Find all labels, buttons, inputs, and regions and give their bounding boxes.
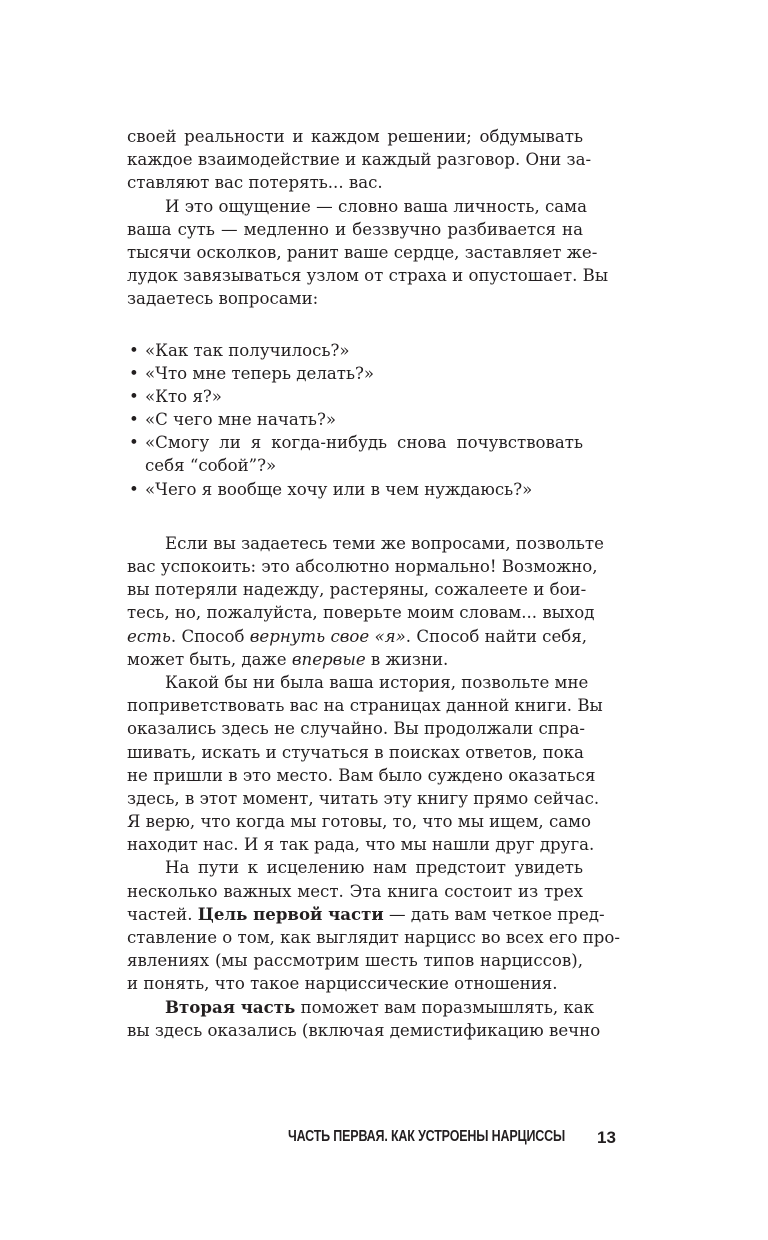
text-segment: может быть, даже [127, 649, 292, 669]
text-line [127, 694, 603, 717]
text-line [127, 601, 595, 624]
italic-text: вернуть свое «я» [249, 626, 406, 646]
text-segment: тысячи осколков, ранит ваше сердце, заставляет же- [127, 242, 598, 262]
text-segment: здесь, в этот момент, читать эту книгу прямо сейчас. [127, 788, 600, 808]
text-line [127, 195, 587, 218]
text-segment: «Как так получилось?» [145, 340, 350, 360]
text-segment: находит нас. И я так рада, что мы нашли друг друга. [127, 835, 595, 855]
bold-text: Цель первой части [197, 903, 384, 924]
text-segment: шивать, искать и стучаться в поисках ответов, пока [127, 742, 584, 762]
bullet-icon: • [129, 340, 139, 360]
text-line [127, 833, 595, 856]
bullet-item-line [127, 408, 583, 431]
text-line [127, 264, 609, 287]
text-segment: На пути к исцелению нам предстоит увидеть [165, 858, 583, 878]
text-line [127, 741, 583, 764]
text-line [127, 787, 600, 810]
bullet-item-line [127, 385, 583, 408]
text-line [127, 903, 605, 926]
text-line [127, 1019, 601, 1042]
text-line [127, 926, 620, 949]
text-segment: вас успокоить: это абсолютно нормально! Возможно, [127, 557, 598, 576]
text-segment: ваша суть — медленно и беззвучно разбивается на [127, 219, 583, 239]
text-line [127, 856, 583, 879]
bullet-icon: • [129, 479, 139, 499]
text-line [127, 555, 598, 578]
text-line [127, 532, 604, 555]
text-segment: поможет вам поразмышлять, как [295, 997, 595, 1017]
text-line [127, 241, 598, 264]
running-head: ЧАСТЬ ПЕРВАЯ. КАК УСТРОЕНЫ НАРЦИССЫ [288, 1128, 566, 1145]
text-segment: И это ощущение — словно ваша личность, сама [165, 196, 587, 216]
bullet-item-line [127, 339, 583, 362]
text-line [127, 880, 583, 903]
text-segment: ставление о том, как выглядит нарцисс во всех его про- [127, 928, 620, 947]
text-segment: ставляют вас потерять... вас. [127, 173, 383, 193]
bullet-icon: • [129, 386, 139, 406]
text-line [127, 764, 596, 787]
text-segment: своей реальности и каждом решении; обдумывать [127, 127, 583, 146]
text-line [127, 287, 583, 310]
text-segment: каждое взаимодействие и каждый разговор. Они за- [127, 150, 592, 170]
text-segment: «Смогу ли я когда-нибудь снова почувствовать [145, 433, 583, 453]
bullet-icon: • [129, 410, 139, 430]
page-number: 13 [597, 1128, 616, 1147]
text-segment: явлениях (мы рассмотрим шесть типов нарциссов), [127, 951, 583, 971]
text-segment: тесь, но, пожалуйста, поверьте моим словам... выход [127, 603, 595, 623]
text-segment: Я верю, что когда мы готовы, то, что мы ищем, само [127, 812, 592, 832]
text-segment: . Способ [170, 626, 250, 646]
bold-text: Вторая часть [165, 996, 296, 1017]
text-segment: несколько важных мест. Эта книга состоит из трех [127, 881, 583, 901]
text-line [127, 148, 592, 171]
text-line [127, 717, 583, 740]
text-segment: поприветствовать вас на страницах данной книги. Вы [127, 696, 603, 716]
text-segment: «Что мне теперь делать?» [145, 363, 375, 383]
bullet-item-line [127, 362, 583, 385]
text-segment: «Чего я вообще хочу или в чем нуждаюсь?» [145, 479, 533, 499]
text-segment: — дать вам четкое пред- [383, 904, 605, 924]
text-segment: себя “собой”?» [145, 456, 277, 476]
text-line [127, 996, 595, 1019]
text-line [127, 454, 583, 477]
text-segment: и понять, что такое нарциссические отношения. [127, 974, 558, 994]
text-line [127, 171, 583, 194]
text-line [127, 972, 583, 995]
bullet-icon: • [129, 433, 139, 453]
italic-text: впервые [291, 649, 366, 669]
text-line [127, 218, 583, 241]
bullet-item-line [127, 478, 583, 501]
bullet-icon: • [129, 363, 139, 383]
text-line [127, 810, 592, 833]
text-line [127, 625, 587, 648]
italic-text: есть [127, 626, 171, 646]
text-segment: Какой бы ни была ваша история, позвольте мне [165, 672, 589, 692]
text-line [127, 125, 583, 148]
text-segment: . Способ найти себя, [405, 626, 587, 646]
text-line [127, 949, 583, 972]
text-segment: оказались здесь не случайно. Вы продолжали спра- [127, 719, 585, 739]
text-line [127, 648, 583, 671]
text-segment: «С чего мне начать?» [145, 410, 337, 430]
text-line [127, 671, 589, 694]
body-text [127, 125, 620, 1042]
text-segment: вы здесь оказались (включая демистификацию вечно [127, 1020, 601, 1040]
text-segment: лудок завязываться узлом от страха и опустошает. Вы [127, 266, 609, 286]
text-segment: не пришли в это место. Вам было суждено оказаться [127, 765, 596, 785]
text-segment: задаетесь вопросами: [127, 289, 319, 309]
text-line [127, 578, 587, 601]
bullet-item-line [127, 431, 583, 454]
text-segment: вы потеряли надежду, растеряны, сожалеете и бои- [127, 580, 587, 600]
text-segment: частей. [127, 904, 198, 924]
text-segment: «Кто я?» [145, 386, 222, 406]
text-segment: Если вы задаетесь теми же вопросами, позвольте [165, 533, 604, 553]
page-footer [288, 1128, 616, 1152]
text-segment: в жизни. [365, 649, 449, 669]
